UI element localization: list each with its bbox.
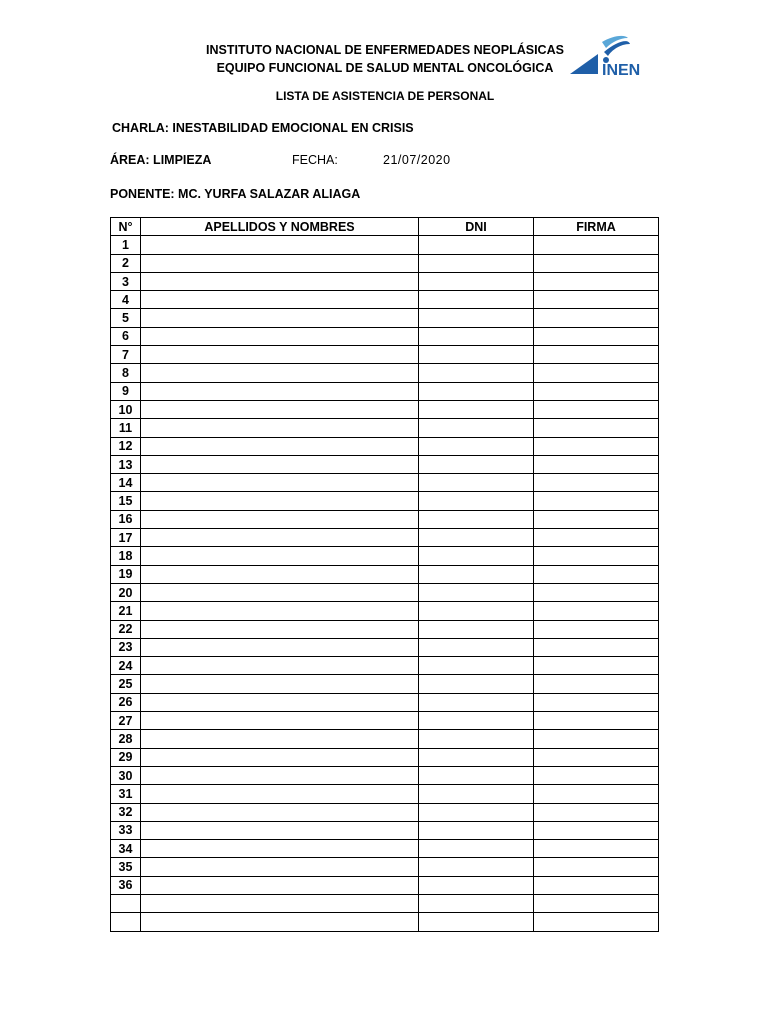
name-cell[interactable]: [141, 913, 419, 931]
row-number: 26: [111, 693, 141, 711]
row-number: 31: [111, 785, 141, 803]
table-row: [111, 821, 659, 839]
name-cell[interactable]: [141, 474, 419, 492]
dni-cell[interactable]: [419, 913, 534, 931]
dni-cell[interactable]: [419, 510, 534, 528]
signature-cell[interactable]: [534, 529, 659, 547]
row-number: 30: [111, 766, 141, 784]
table-row: [111, 437, 659, 455]
table-row: [111, 291, 659, 309]
dni-cell[interactable]: [419, 291, 534, 309]
column-header-names: APELLIDOS Y NOMBRES: [141, 218, 419, 236]
signature-cell[interactable]: [534, 492, 659, 510]
name-cell[interactable]: [141, 327, 419, 345]
row-number: 29: [111, 748, 141, 766]
dni-cell[interactable]: [419, 657, 534, 675]
dni-cell[interactable]: [419, 492, 534, 510]
dni-cell[interactable]: [419, 309, 534, 327]
signature-cell[interactable]: [534, 712, 659, 730]
table-row: [111, 346, 659, 364]
name-cell[interactable]: [141, 492, 419, 510]
table-row: [111, 876, 659, 894]
row-number: 8: [111, 364, 141, 382]
name-cell[interactable]: [141, 840, 419, 858]
dni-cell[interactable]: [419, 565, 534, 583]
dni-cell[interactable]: [419, 675, 534, 693]
dni-cell[interactable]: [419, 529, 534, 547]
signature-cell[interactable]: [534, 291, 659, 309]
charla-line: CHARLA: INESTABILIDAD EMOCIONAL EN CRISIS: [112, 121, 414, 135]
signature-cell[interactable]: [534, 419, 659, 437]
dni-cell[interactable]: [419, 437, 534, 455]
table-row: [111, 675, 659, 693]
dni-cell[interactable]: [419, 254, 534, 272]
table-row: [111, 748, 659, 766]
table-row: [111, 236, 659, 254]
team-title: EQUIPO FUNCIONAL DE SALUD MENTAL ONCOLÓGICA: [216, 61, 554, 75]
row-number: 28: [111, 730, 141, 748]
table-row: [111, 272, 659, 290]
table-row: [111, 894, 659, 912]
dni-cell[interactable]: [419, 419, 534, 437]
dni-cell[interactable]: [419, 821, 534, 839]
dni-cell[interactable]: [419, 840, 534, 858]
name-cell[interactable]: [141, 419, 419, 437]
row-number: 24: [111, 657, 141, 675]
table-row: [111, 803, 659, 821]
row-number: 23: [111, 638, 141, 656]
name-cell[interactable]: [141, 547, 419, 565]
name-cell[interactable]: [141, 675, 419, 693]
row-number: 19: [111, 565, 141, 583]
signature-cell[interactable]: [534, 236, 659, 254]
row-number: 7: [111, 346, 141, 364]
row-number: 13: [111, 455, 141, 473]
dni-cell[interactable]: [419, 730, 534, 748]
table-row: [111, 419, 659, 437]
signature-cell[interactable]: [534, 583, 659, 601]
dni-cell[interactable]: [419, 620, 534, 638]
table-row: [111, 254, 659, 272]
row-number: 10: [111, 400, 141, 418]
dni-cell[interactable]: [419, 400, 534, 418]
name-cell[interactable]: [141, 766, 419, 784]
signature-cell[interactable]: [534, 693, 659, 711]
name-cell[interactable]: [141, 364, 419, 382]
dni-cell[interactable]: [419, 876, 534, 894]
dni-cell[interactable]: [419, 785, 534, 803]
area-line: ÁREA: LIMPIEZA: [110, 153, 212, 167]
dni-cell[interactable]: [419, 364, 534, 382]
dni-cell[interactable]: [419, 602, 534, 620]
row-number: 27: [111, 712, 141, 730]
dni-cell[interactable]: [419, 693, 534, 711]
signature-cell[interactable]: [534, 858, 659, 876]
signature-cell[interactable]: [534, 437, 659, 455]
name-cell[interactable]: [141, 876, 419, 894]
table-row: [111, 858, 659, 876]
table-row: [111, 309, 659, 327]
table-row: [111, 620, 659, 638]
name-cell[interactable]: [141, 785, 419, 803]
row-number: 34: [111, 840, 141, 858]
row-number: [111, 913, 141, 931]
signature-cell[interactable]: [534, 638, 659, 656]
table-row: [111, 455, 659, 473]
signature-cell[interactable]: [534, 510, 659, 528]
row-number: 21: [111, 602, 141, 620]
name-cell[interactable]: [141, 309, 419, 327]
signature-cell[interactable]: [534, 675, 659, 693]
dni-cell[interactable]: [419, 346, 534, 364]
row-number: 22: [111, 620, 141, 638]
table-row: [111, 565, 659, 583]
dni-cell[interactable]: [419, 638, 534, 656]
table-header-row: [111, 218, 659, 236]
dni-cell[interactable]: [419, 327, 534, 345]
table-row: [111, 510, 659, 528]
signature-cell[interactable]: [534, 254, 659, 272]
row-number: 18: [111, 547, 141, 565]
row-number: 33: [111, 821, 141, 839]
table-row: [111, 492, 659, 510]
name-cell[interactable]: [141, 638, 419, 656]
row-number: 6: [111, 327, 141, 345]
signature-cell[interactable]: [534, 803, 659, 821]
table-row: [111, 400, 659, 418]
column-header-signature: FIRMA: [534, 218, 659, 236]
signature-cell[interactable]: [534, 547, 659, 565]
row-number: 25: [111, 675, 141, 693]
row-number: 2: [111, 254, 141, 272]
signature-cell[interactable]: [534, 382, 659, 400]
name-cell[interactable]: [141, 565, 419, 583]
name-cell[interactable]: [141, 583, 419, 601]
name-cell[interactable]: [141, 455, 419, 473]
name-cell[interactable]: [141, 437, 419, 455]
dni-cell[interactable]: [419, 803, 534, 821]
table-row: [111, 327, 659, 345]
table-row: [111, 583, 659, 601]
table-row: [111, 364, 659, 382]
row-number: 3: [111, 272, 141, 290]
row-number: 4: [111, 291, 141, 309]
table-row: [111, 602, 659, 620]
signature-cell[interactable]: [534, 474, 659, 492]
row-number: 32: [111, 803, 141, 821]
row-number: 9: [111, 382, 141, 400]
logo-text: INEN: [602, 62, 641, 78]
row-number: 20: [111, 583, 141, 601]
table-row: [111, 712, 659, 730]
signature-cell[interactable]: [534, 620, 659, 638]
name-cell[interactable]: [141, 803, 419, 821]
signature-cell[interactable]: [534, 565, 659, 583]
row-number: [111, 894, 141, 912]
table-row: [111, 785, 659, 803]
attendance-table: [110, 217, 659, 932]
row-number: 14: [111, 474, 141, 492]
name-cell[interactable]: [141, 712, 419, 730]
row-number: 15: [111, 492, 141, 510]
table-row: [111, 547, 659, 565]
signature-cell[interactable]: [534, 309, 659, 327]
name-cell[interactable]: [141, 730, 419, 748]
signature-cell[interactable]: [534, 455, 659, 473]
table-row: [111, 657, 659, 675]
dni-cell[interactable]: [419, 236, 534, 254]
name-cell[interactable]: [141, 291, 419, 309]
dni-cell[interactable]: [419, 382, 534, 400]
signature-cell[interactable]: [534, 657, 659, 675]
signature-cell[interactable]: [534, 346, 659, 364]
dni-cell[interactable]: [419, 455, 534, 473]
row-number: 12: [111, 437, 141, 455]
signature-cell[interactable]: [534, 327, 659, 345]
table-row: [111, 382, 659, 400]
institution-title: INSTITUTO NACIONAL DE ENFERMEDADES NEOPLÁSICAS: [206, 43, 564, 57]
column-header-number: N°: [111, 218, 141, 236]
table-row: [111, 913, 659, 931]
dni-cell[interactable]: [419, 766, 534, 784]
dni-cell[interactable]: [419, 748, 534, 766]
name-cell[interactable]: [141, 693, 419, 711]
dni-cell[interactable]: [419, 858, 534, 876]
name-cell[interactable]: [141, 657, 419, 675]
name-cell[interactable]: [141, 236, 419, 254]
table-row: [111, 693, 659, 711]
signature-cell[interactable]: [534, 400, 659, 418]
row-number: 36: [111, 876, 141, 894]
dni-cell[interactable]: [419, 894, 534, 912]
signature-cell[interactable]: [534, 821, 659, 839]
signature-cell[interactable]: [534, 785, 659, 803]
row-number: 35: [111, 858, 141, 876]
table-row: [111, 529, 659, 547]
name-cell[interactable]: [141, 346, 419, 364]
signature-cell[interactable]: [534, 748, 659, 766]
name-cell[interactable]: [141, 894, 419, 912]
row-number: 5: [111, 309, 141, 327]
row-number: 11: [111, 419, 141, 437]
row-number: 17: [111, 529, 141, 547]
table-row: [111, 766, 659, 784]
dni-cell[interactable]: [419, 547, 534, 565]
name-cell[interactable]: [141, 748, 419, 766]
column-header-dni: DNI: [419, 218, 534, 236]
table-row: [111, 474, 659, 492]
row-number: 16: [111, 510, 141, 528]
dni-cell[interactable]: [419, 474, 534, 492]
table-row: [111, 840, 659, 858]
signature-cell[interactable]: [534, 602, 659, 620]
signature-cell[interactable]: [534, 730, 659, 748]
signature-cell[interactable]: [534, 272, 659, 290]
dni-cell[interactable]: [419, 712, 534, 730]
signature-cell[interactable]: [534, 913, 659, 931]
signature-cell[interactable]: [534, 364, 659, 382]
inen-logo: [568, 34, 660, 78]
table-row: [111, 730, 659, 748]
fecha-label: FECHA:: [292, 153, 338, 167]
name-cell[interactable]: [141, 529, 419, 547]
dni-cell[interactable]: [419, 272, 534, 290]
signature-cell[interactable]: [534, 894, 659, 912]
row-number: 1: [111, 236, 141, 254]
name-cell[interactable]: [141, 620, 419, 638]
fecha-value: 21/07/2020: [383, 153, 451, 167]
signature-cell[interactable]: [534, 840, 659, 858]
name-cell[interactable]: [141, 272, 419, 290]
name-cell[interactable]: [141, 510, 419, 528]
name-cell[interactable]: [141, 254, 419, 272]
name-cell[interactable]: [141, 821, 419, 839]
ponente-line: PONENTE: MC. YURFA SALAZAR ALIAGA: [110, 187, 361, 201]
table-row: [111, 638, 659, 656]
name-cell[interactable]: [141, 602, 419, 620]
document-title: LISTA DE ASISTENCIA DE PERSONAL: [275, 89, 495, 103]
signature-cell[interactable]: [534, 876, 659, 894]
signature-cell[interactable]: [534, 766, 659, 784]
name-cell[interactable]: [141, 400, 419, 418]
dni-cell[interactable]: [419, 583, 534, 601]
name-cell[interactable]: [141, 382, 419, 400]
name-cell[interactable]: [141, 858, 419, 876]
